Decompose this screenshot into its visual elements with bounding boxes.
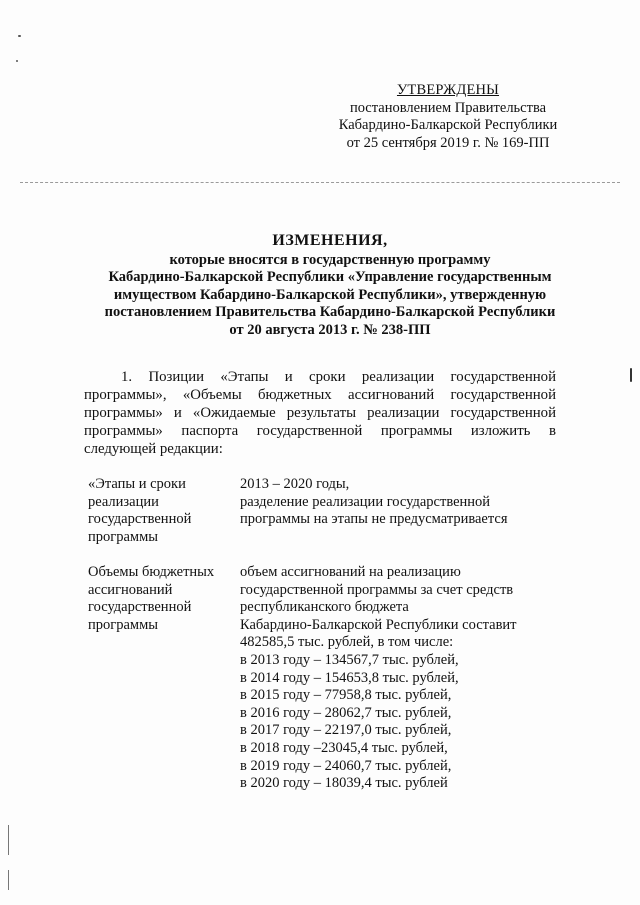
title-line: имуществом Кабардино-Балкарской Республики», утвержденную <box>113 286 547 303</box>
approval-heading: УТВЕРЖДЕНЫ <box>396 82 500 98</box>
value-line: в 2017 году – 22197,0 тыс. рублей, <box>240 722 452 739</box>
value-line: Кабардино-Балкарской Республики составит <box>240 616 517 633</box>
value-line: государственной программы за счет средств <box>240 581 514 598</box>
value-line: в 2016 году – 28062,7 тыс. рублей, <box>240 704 452 721</box>
label-line: государственной <box>88 599 192 616</box>
label-line: «Этапы и сроки <box>88 476 186 492</box>
value-line: в 2019 году – 24060,7 тыс. рублей, <box>240 757 452 774</box>
scan-speck <box>630 368 632 382</box>
title-line: которые вносятся в государственную программу <box>169 251 491 268</box>
value-line: объем ассигнований на реализацию <box>240 564 461 580</box>
document-title <box>80 232 580 340</box>
scan-divider <box>20 182 620 183</box>
title-line: Кабардино-Балкарской Республики «Управление государственным <box>108 269 552 286</box>
label-line: государственной <box>88 511 192 528</box>
value-line: в 2018 году –23045,4 тыс. рублей, <box>240 739 448 756</box>
row-label <box>88 564 228 634</box>
value-line: разделение реализации государственной <box>240 493 491 510</box>
title-heading: ИЗМЕНЕНИЯ, <box>272 232 388 249</box>
approval-line: постановлением Правительства <box>349 99 547 116</box>
value-line: 2013 – 2020 годы, <box>240 476 350 492</box>
title-line: от 20 августа 2013 г. № 238-ПП <box>229 321 431 338</box>
scan-speck <box>18 35 21 37</box>
value-line: в 2020 году – 18039,4 тыс. рублей <box>240 775 448 792</box>
approval-date: от 25 сентября 2019 г. № 169-ПП <box>346 134 550 151</box>
value-line: в 2015 году – 77958,8 тыс. рублей, <box>240 687 452 704</box>
row-value <box>240 476 560 529</box>
value-line: республиканского бюджета <box>240 599 409 616</box>
label-line: программы <box>88 528 158 545</box>
paragraph-1: 1. Позиции «Этапы и сроки реализации государственной программы», «Объемы бюджетных ассигнований государственной программы» и «Ожидаемые результаты реализации государственной программы» паспорта государственной программы изложить в следующей редакции: <box>84 369 556 457</box>
value-line: 482585,5 тыс. рублей, в том числе: <box>240 634 454 651</box>
row-label <box>88 476 228 546</box>
scan-margin-mark <box>8 870 9 890</box>
label-line: Объемы бюджетных <box>88 564 215 580</box>
scan-speck <box>16 60 18 62</box>
label-line: ассигнований <box>88 581 173 598</box>
label-line: программы <box>88 616 158 633</box>
title-line: постановлением Правительства Кабардино-Балкарской Республики <box>104 304 556 321</box>
approval-line: Кабардино-Балкарской Республики <box>338 117 558 133</box>
value-line: программы на этапы не предусматривается <box>240 511 508 528</box>
value-line: в 2013 году – 134567,7 тыс. рублей, <box>240 651 459 668</box>
approval-stamp <box>318 82 578 152</box>
value-line: в 2014 году – 154653,8 тыс. рублей, <box>240 669 459 686</box>
scan-margin-mark <box>8 825 9 855</box>
row-value <box>240 564 560 793</box>
label-line: реализации <box>88 493 159 510</box>
